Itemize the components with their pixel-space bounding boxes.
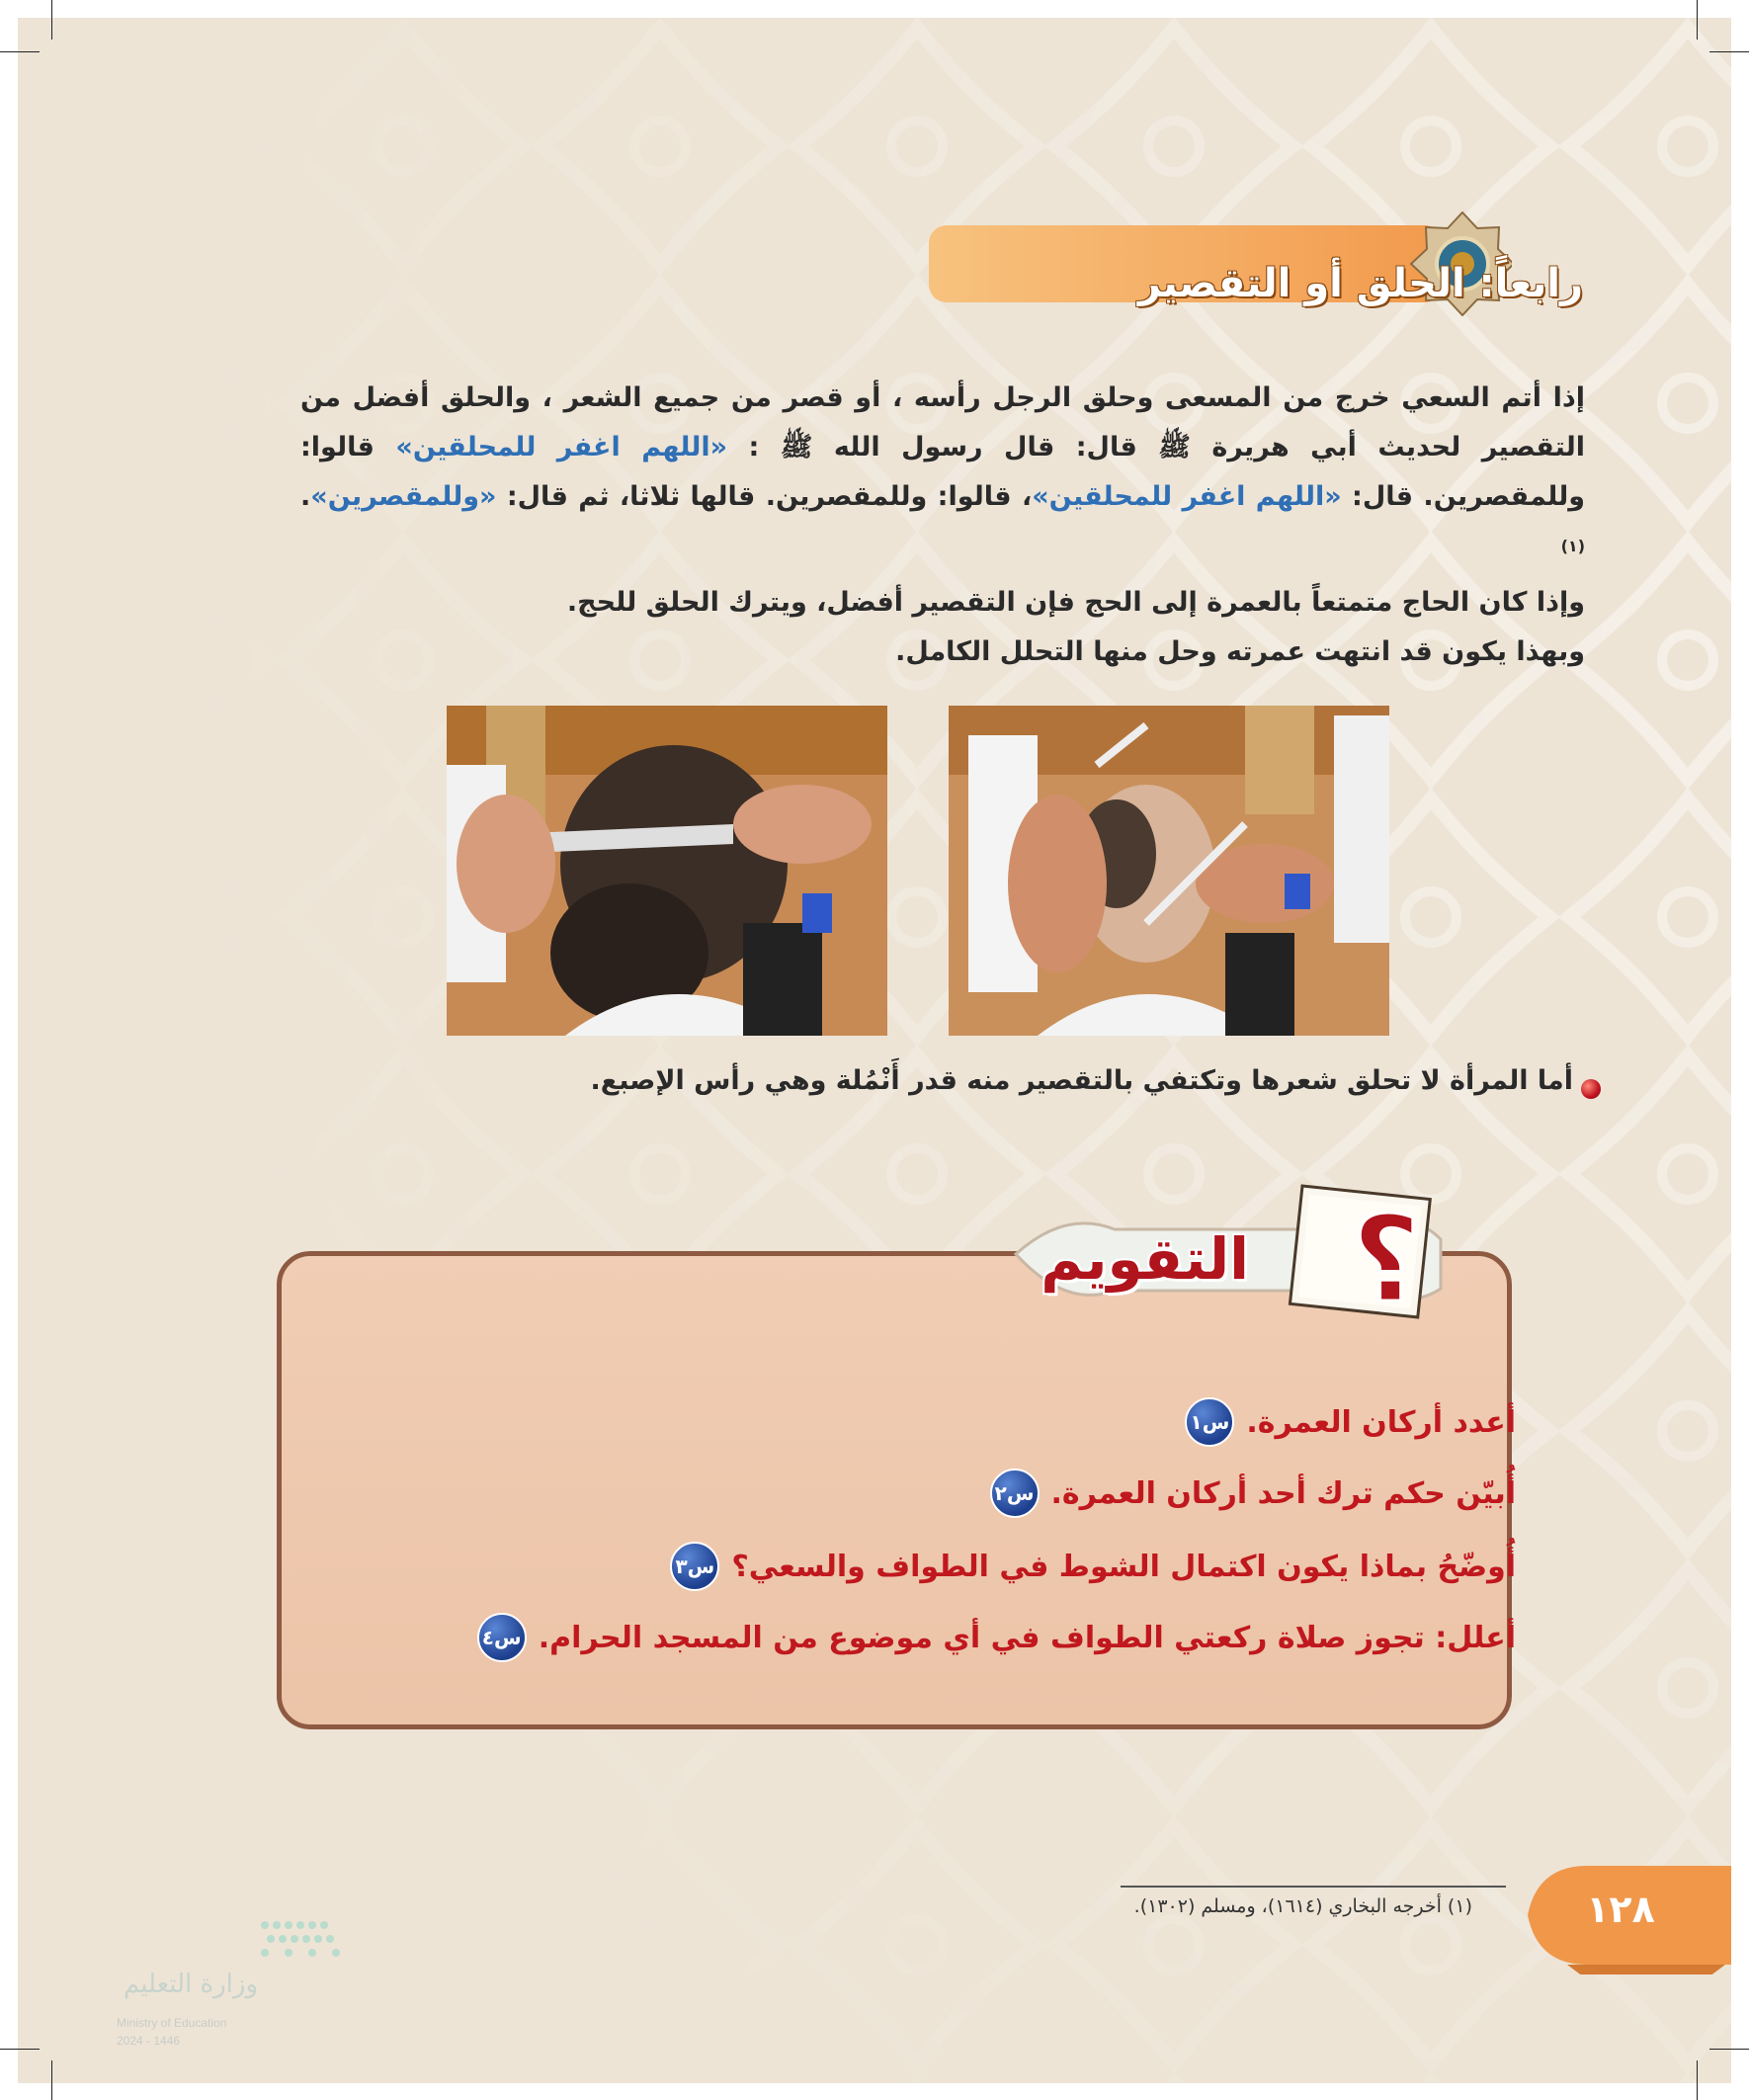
bullet-text: أما المرأة لا تحلق شعرها وتكتفي بالتقصير منه قدر أَنْمُلة وهي رأس الإصبع.	[590, 1065, 1573, 1096]
crop-mark	[0, 2049, 40, 2050]
section-title: رابعاً: الحلق أو التقصير	[1137, 261, 1583, 306]
body-text	[300, 374, 1585, 677]
question-badge: س٤	[477, 1613, 527, 1662]
question-badge: س١	[1185, 1397, 1234, 1447]
photo-razor-shave	[949, 706, 1389, 1036]
question-text: أعدد أركان العمرة.	[1246, 1404, 1516, 1440]
footnote-ref: (١)	[1560, 537, 1585, 555]
crop-mark	[1697, 2060, 1698, 2100]
crop-mark	[1709, 2049, 1749, 2050]
question-text: أُوضّحُ بماذا يكون اكتمال الشوط في الطواف والسعي؟	[731, 1549, 1516, 1584]
paragraph-hadith: إذا أتم السعي خرج من المسعى وحلق الرجل رأسه ، أو قصر من جميع الشعر ، والحلق أفضل من التقصير لحديث أبي هريرة ﷺ قال: قال رسول الله ﷺ : «اللهم اغفر للمحلقين» قالوا: وللمقصرين. قال: «اللهم اغفر للمحلقين»، قالوا: وللمقصرين. قالها ثلاثا، ثم قال: «وللمقصرين».$^{(١)}$	[300, 382, 1586, 555]
question-row	[670, 1542, 1516, 1591]
question-text: أعلل: تجوز صلاة ركعتي الطواف في أي موضوع من المسجد الحرام.	[538, 1620, 1516, 1655]
crop-mark	[1697, 0, 1698, 40]
question-row	[1185, 1397, 1516, 1447]
question-text: أُبيّن حكم ترك أحد أركان العمرة.	[1050, 1475, 1516, 1511]
paragraph-conclusion: وبهذا يكون قد انتهت عمرته وحل منها التحلل الكامل.	[895, 636, 1585, 667]
crop-mark	[1709, 51, 1749, 52]
hadith-quote: «اللهم اغفر للمحلقين»	[395, 432, 728, 462]
hadith-quote: «اللهم اغفر للمحلقين»	[1032, 481, 1342, 512]
question-row	[990, 1469, 1517, 1518]
footnote: (١) أخرجه البخاري (١٦١٤)، ومسلم (١٣٠٢).	[1133, 1895, 1472, 1917]
footnote-divider	[1121, 1886, 1506, 1888]
evaluation-title: التقويم	[1041, 1225, 1249, 1293]
question-row	[477, 1613, 1516, 1662]
bullet-dot	[1581, 1079, 1601, 1099]
hadith-quote: «وللمقصرين»	[310, 481, 497, 512]
crop-mark	[51, 0, 52, 40]
crop-mark	[0, 51, 40, 52]
question-mark-icon: ؟	[1352, 1192, 1421, 1328]
question-badge: س٢	[990, 1469, 1040, 1518]
ministry-year: 2024 - 1446	[117, 2034, 181, 2048]
crop-mark	[51, 2060, 52, 2100]
question-badge: س٣	[670, 1542, 719, 1591]
paragraph-tamattu: وإذا كان الحاج متمتعاً بالعمرة إلى الحج فإن التقصير أفضل، ويترك الحلق للحج.	[566, 587, 1585, 618]
photo-scissors-trim	[447, 706, 887, 1036]
textbook-page	[18, 18, 1731, 2083]
page-number: ١٢٨	[1586, 1888, 1655, 1931]
ministry-name-ar: وزارة التعليم	[123, 1970, 259, 1999]
ornament-pattern	[18, 18, 1731, 2083]
ministry-name-en: Ministry of Education	[117, 2016, 227, 2030]
